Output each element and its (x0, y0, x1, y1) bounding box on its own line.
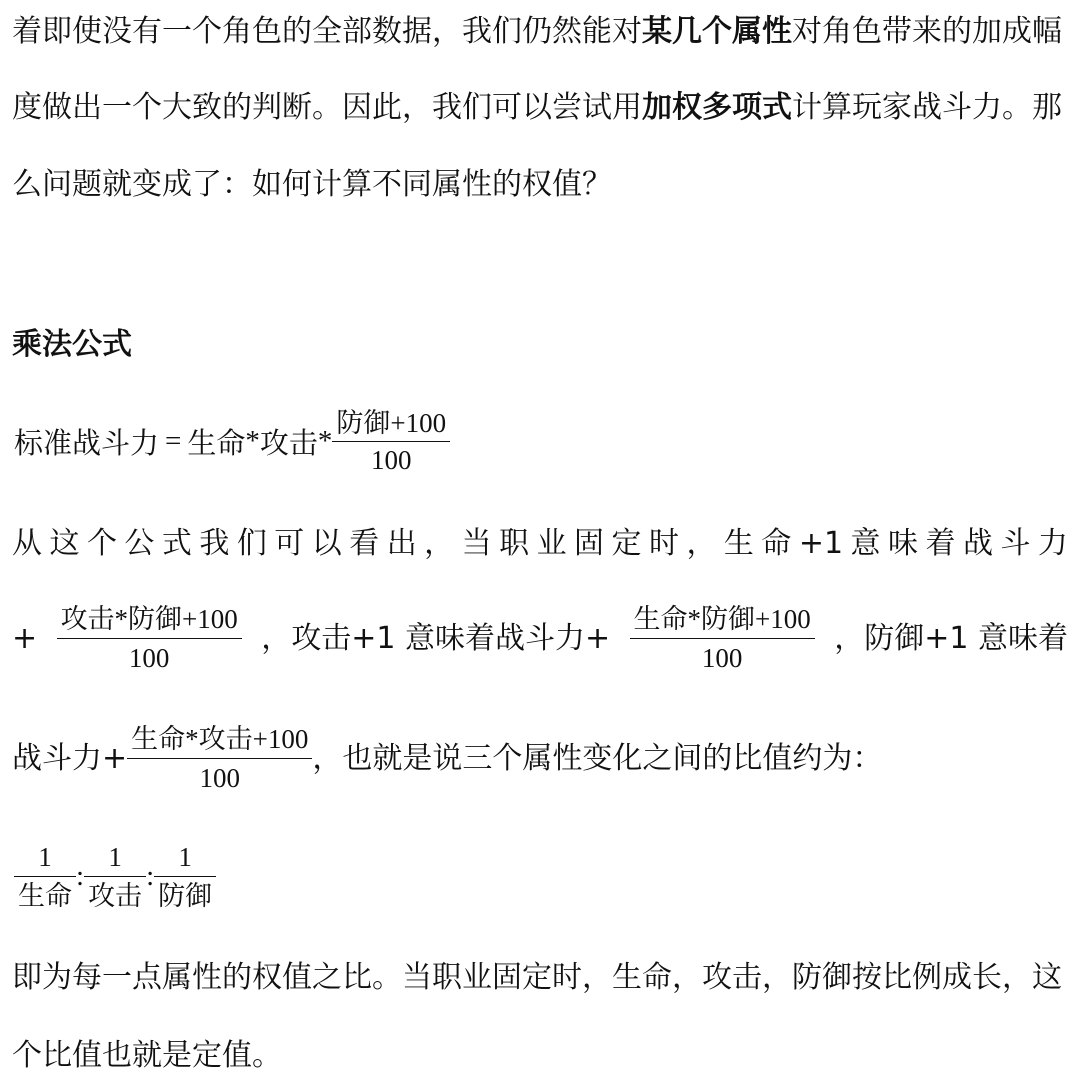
intro-line-2-bold: 加权多项式 (642, 90, 792, 125)
formula-equals: = (165, 425, 182, 457)
explain-line-1-char: 我 (199, 526, 230, 561)
intro-line-2 (12, 88, 1072, 128)
explain-line-1-char: 生 (723, 526, 754, 561)
explain-line-1-char: 命 (761, 526, 792, 561)
explain-fraction-hp-num: 攻击*防御+100 (60, 604, 238, 634)
explain-mid-text: ，攻击+1 意味着战斗力+ (261, 620, 611, 656)
explain-line-1-char: 力 (1037, 526, 1068, 561)
section-title: 乘法公式 (12, 327, 132, 362)
explain-line-3 (12, 720, 882, 797)
explain-line-1-char: +1 (798, 526, 844, 561)
explain-line-1-char: 们 (236, 526, 267, 561)
intro-line-1-bold: 某几个属性 (642, 14, 792, 49)
formula-times-2: * (317, 425, 333, 457)
formula-standard-power (14, 405, 450, 478)
ratio-den-hp: 生命 (18, 881, 72, 911)
explain-line-1-char: 职 (499, 526, 530, 561)
explain-fraction-def (127, 720, 312, 797)
formula-denominator: 100 (371, 445, 412, 475)
formula-term-atk: 攻击 (259, 428, 318, 460)
formula-times-1: * (245, 425, 260, 457)
ratio-separator-2: : (146, 860, 155, 892)
ratio-separator-1: : (76, 860, 85, 892)
explain-fraction-atk-den: 100 (701, 643, 743, 673)
formula-fraction (332, 405, 450, 478)
intro-line-1-tail: 对角色带来的加成幅 (792, 14, 1062, 49)
explain-line-1-char: 看 (349, 526, 380, 561)
ratio-fraction-atk (84, 838, 146, 915)
explain-line-1-char: 出 (386, 526, 417, 561)
explain-line-1-char: 定 (611, 526, 642, 561)
explain-line-2 (12, 600, 1068, 677)
explain-fraction-hp (57, 600, 242, 677)
explain-line-1-char: 时 (648, 526, 679, 561)
intro-line-3-text: 么问题就变成了：如何计算不同属性的权值？ (12, 167, 612, 202)
explain-line-1-char: 公 (124, 526, 155, 561)
formula-numerator: 防御+100 (336, 408, 447, 438)
ratio-fraction-hp (14, 838, 76, 915)
explain-line-1-char: 战 (962, 526, 993, 561)
conclusion-line-1: 即为每一点属性的权值之比。当职业固定时，生命，攻击，防御按比例成长，这 (12, 960, 1062, 995)
intro-line-3 (12, 165, 1072, 205)
explain-line-1-char: ， (686, 526, 717, 561)
explain-line-1-char: 味 (888, 526, 919, 561)
explain-line-1-char: 以 (311, 526, 342, 561)
formula-lhs: 标准战斗力 (14, 428, 160, 460)
explain-line-1-char: 个 (86, 526, 117, 561)
ratio-num-hp: 1 (38, 842, 52, 872)
explain-line-1-char: 当 (461, 526, 492, 561)
explain-line-1-char: ， (424, 526, 455, 561)
explain-line-1-char: 意 (850, 526, 881, 561)
ratio-den-def: 防御 (158, 881, 213, 911)
explain-line-1-char: 着 (925, 526, 956, 561)
explain-line-1-char: 式 (161, 526, 192, 561)
explain-line-1-char: 可 (274, 526, 305, 561)
conclusion-line-2: 个比值也就是定值。 (12, 1038, 282, 1073)
intro-line-2-tail: 计算玩家战斗力。那 (792, 90, 1062, 125)
explain-fraction-def-den: 100 (199, 763, 240, 793)
explain-line-1 (12, 524, 1068, 564)
intro-line-1 (12, 12, 1072, 52)
explain-line-3-post: ，也就是说三个属性变化之间的比值约为： (312, 740, 883, 776)
explain-plus: + (12, 620, 38, 656)
explain-line-1-char: 业 (536, 526, 567, 561)
ratio-num-def: 1 (178, 842, 192, 872)
intro-line-1-text: 着即使没有一个角色的全部数据，我们仍然能对 (12, 14, 642, 49)
explain-line-1-char: 从 (12, 526, 42, 561)
explain-fraction-def-num: 生命*攻击+100 (131, 724, 309, 754)
explain-line-3-pre: 战斗力+ (12, 740, 128, 776)
explain-fraction-atk (630, 600, 815, 677)
explain-line-1-char: 这 (49, 526, 80, 561)
explain-line-1-char: 斗 (1000, 526, 1031, 561)
explain-fraction-hp-den: 100 (128, 643, 170, 673)
explain-end-text: ，防御+1 意味着 (834, 620, 1068, 656)
ratio-den-atk: 攻击 (88, 881, 143, 911)
explain-line-1-char: 固 (574, 526, 605, 561)
ratio-fraction-def (154, 838, 216, 915)
ratio-formula (14, 838, 216, 915)
formula-term-hp: 生命 (187, 428, 246, 460)
explain-fraction-atk-num: 生命*防御+100 (633, 604, 811, 634)
ratio-num-atk: 1 (108, 842, 122, 872)
intro-line-2-text: 度做出一个大致的判断。因此，我们可以尝试用 (12, 90, 642, 125)
